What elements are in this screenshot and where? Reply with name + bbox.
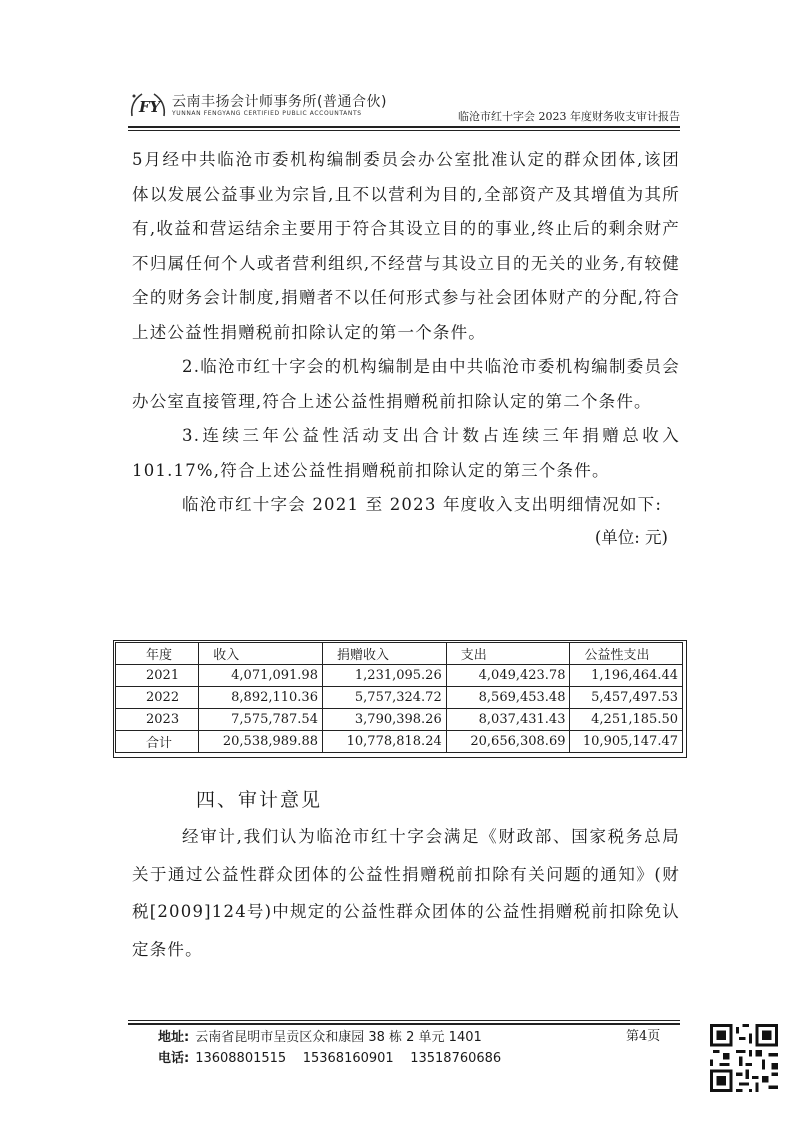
paragraph-1: 5月经中共临沧市委机构编制委员会办公室批准认定的群众团体,该团体以发展公益事业为宗旨,且不以营利为目的,全部资产及其增值为其所有,收益和营运结余主要用于符合其设立目的的事业,终止后的剩余财产不归属任何个人或者营利组织,不经营与其设立目的无关的业务,有较健全的财务会计制度,捐赠者不以任何形式参与社会团体财产的分配,符合上述公益性捐赠税前扣除认定的第一个条件。 [132, 150, 680, 342]
col-header-year: 年度 [116, 643, 199, 665]
unit-label: (单位: 元) [594, 527, 668, 547]
cell-donation: 3,790,398.26 [322, 709, 446, 731]
cell-total-label: 合计 [116, 731, 199, 753]
header-divider [128, 126, 680, 128]
footer-phone [158, 1047, 501, 1066]
paragraph-2: 2.临沧市红十字会的机构编制是由中共临沧市委机构编制委员会办公室直接管理,符合上述公益性捐赠税前扣除认定的第二个条件。 [132, 357, 680, 411]
phone-values: 13608801515 15368160901 13518760686 [195, 1051, 502, 1066]
paragraph-3: 3.连续三年公益性活动支出合计数占连续三年捐赠总收入101.17%,符合上述公益性捐赠税前扣除认定的第三个条件。 [132, 426, 680, 480]
table-total-row [116, 731, 683, 753]
cell-public-expense: 4,251,185.50 [570, 709, 683, 731]
col-header-expense: 支出 [446, 643, 570, 665]
section-heading-audit-opinion: 四、审计意见 [196, 789, 323, 811]
cell-expense: 8,569,453.48 [446, 687, 570, 709]
table-header-row [116, 643, 683, 665]
col-header-public-expense: 公益性支出 [570, 643, 683, 665]
cell-public-expense: 1,196,464.44 [570, 665, 683, 687]
phone-label: 电话: [158, 1051, 190, 1066]
footer-divider-thick [128, 1023, 680, 1025]
cell-year: 2023 [116, 709, 199, 731]
cell-donation: 10,778,818.24 [322, 731, 446, 753]
footer-divider [128, 1020, 680, 1021]
body-text [132, 143, 680, 553]
cell-public-expense: 10,905,147.47 [570, 731, 683, 753]
cell-year: 2022 [116, 687, 199, 709]
cell-income: 20,538,989.88 [199, 731, 323, 753]
page-number: 第4页 [626, 1029, 661, 1044]
cell-expense: 4,049,423.78 [446, 665, 570, 687]
qr-code-icon [710, 1024, 778, 1092]
cell-income: 7,575,787.54 [199, 709, 323, 731]
firm-logo-icon [128, 90, 168, 120]
table-row [116, 687, 683, 709]
income-expense-table [115, 642, 683, 753]
col-header-income: 收入 [199, 643, 323, 665]
footer-address [158, 1026, 482, 1045]
cell-expense: 20,656,308.69 [446, 731, 570, 753]
audit-opinion [132, 818, 680, 968]
svg-text:FY: FY [139, 98, 161, 116]
header-divider-thin [128, 130, 680, 131]
page-header [128, 86, 680, 126]
firm-name-en: YUNNAN FENGYANG CERTIFIED PUBLIC ACCOUNTANTS [172, 110, 362, 117]
cell-public-expense: 5,457,497.53 [570, 687, 683, 709]
col-header-donation: 捐赠收入 [322, 643, 446, 665]
cell-expense: 8,037,431.43 [446, 709, 570, 731]
report-title: 临沧市红十字会 2023 年度财务收支审计报告 [458, 110, 680, 123]
cell-year: 2021 [116, 665, 199, 687]
address-value: 云南省昆明市呈贡区众和康园 38 栋 2 单元 1401 [195, 1030, 482, 1045]
cell-income: 4,071,091.98 [199, 665, 323, 687]
firm-name-cn: 云南丰扬会计师事务所(普通合伙) [172, 94, 387, 110]
audit-opinion-paragraph: 经审计,我们认为临沧市红十字会满足《财政部、国家税务总局关于通过公益性群众团体的公益性捐赠税前扣除有关问题的通知》(财税[2009]124号)中规定的公益性群众团体的公益性捐赠税前扣除免认定条件。 [132, 827, 680, 959]
paragraph-table-intro: 临沧市红十字会 2021 至 2023 年度收入支出明细情况如下: [182, 495, 663, 514]
address-label: 地址: [158, 1030, 190, 1045]
table-row [116, 709, 683, 731]
table-row [116, 665, 683, 687]
cell-donation: 1,231,095.26 [322, 665, 446, 687]
cell-income: 8,892,110.36 [199, 687, 323, 709]
cell-donation: 5,757,324.72 [322, 687, 446, 709]
